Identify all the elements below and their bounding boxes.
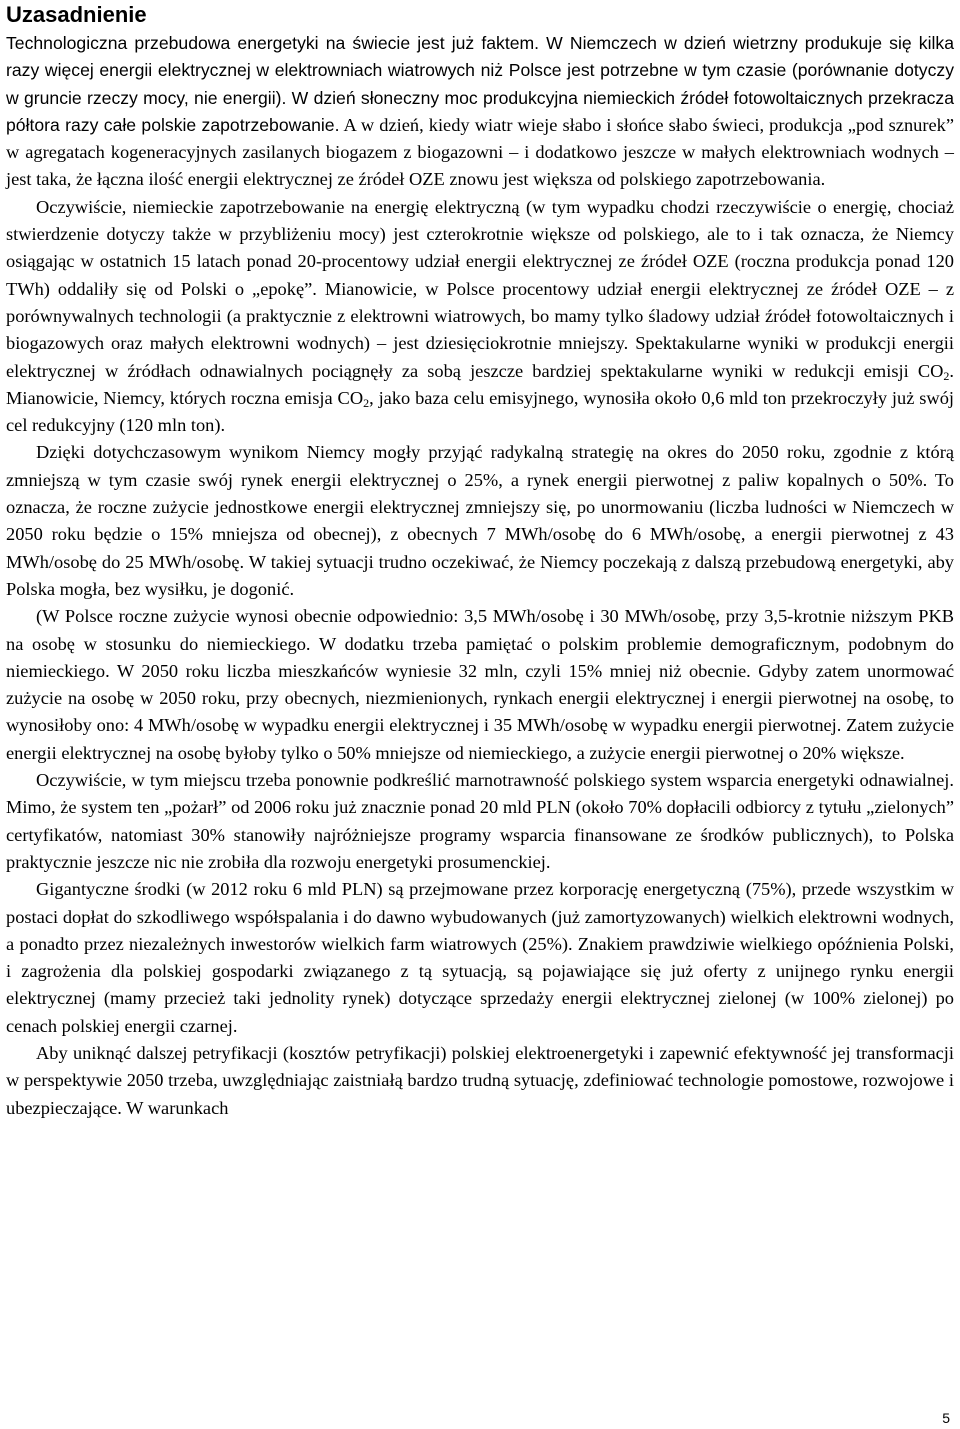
paragraph-1-part-b: A w dzień, kiedy wiatr wieje słabo i słońce słabo świeci, produkcja „pod sznurek” w agregatach kogeneracyjnych zasilanych biogazem z biogazowni – i dodatkowo jeszcze w małych elektrowniach wodnych – jest taka, że łączna ilość energii elektrycznej ze źródeł OZE znowu jest większa od polskiego zapotrzebowania.	[6, 114, 954, 190]
document-page	[6, 0, 954, 1122]
paragraph-7: Aby uniknąć dalszej petryfikacji (kosztów petryfikacji) polskiej elektroenergetyki i zapewnić efektywność jej transformacji w perspektywie 2050 trzeba, uwzględniając zaistniałą bardzo trudną sytuację, zdefiniować technologie pomostowe, rozwojowe i ubezpieczające. W warunkach	[6, 1042, 954, 1118]
paragraph-2-part-a: Oczywiście, niemieckie zapotrzebowanie na energię elektryczną (w tym wypadku chodzi rzeczywiście o energię, chociaż stwierdzenie dotyczy także w przybliżeniu mocy) jest czterokrotnie większe od polskiego, ale to i tak oznacza, że Niemcy osiągając w ostatnich 15 latach ponad 20-procentowy udział energii elektrycznej ze źródeł OZE (roczna produkcja ponad 120 TWh) oddaliły się od Polski o „epokę”. Mianowicie, w Polsce procentowy udział energii elektrycznej ze źródeł OZE – z porównywalnych technologii (a praktycznie z elektrowni wiatrowych, bo mamy tylko śladowy udział źródeł fotowoltaicznych i biogazowych oraz małych elektrowni wodnych) – jest dziesięciokrotnie mniejszy. Spektakularne wyniki w produkcji energii elektrycznej w źródłach odnawialnych pociągnęły za sobą jeszcze bardziej spektakularne wyniki w redukcji emisji CO	[6, 196, 954, 381]
paragraph-2-part-b: . Mianowicie, Niemcy, których roczna emisja CO	[6, 360, 954, 408]
paragraph-2	[6, 194, 954, 440]
paragraph-2-part-c: , jako baza celu emisyjnego, wynosiła około 0,6 mld ton przekroczyły już swój cel redukcyjny (120 mln ton).	[6, 387, 954, 436]
paragraph-6: Gigantyczne środki (w 2012 roku 6 mld PLN) są przejmowane przez korporację energetyczną (75%), przede wszystkim w postaci dopłat do szkodliwego współspalania i do dawno wybudowanych (już zamortyzowanych) wielkich elektrowni wodnych, a ponadto przez niezależnych inwestorów wielkich farm wiatrowych (25%). Znakiem prawdziwie wielkiego opóźnienia Polski, i zagrożenia dla polskiej gospodarki związanego z tą sytuacją, są pojawiające się już oferty z unijnego rynku energii elektrycznej (mamy przecież taki jednolity rynek) dotyczące sprzedaży energii elektrycznej zielonej (w 100% zielonej) po cenach polskiej energii czarnej.	[6, 879, 954, 1036]
paragraph-1-part-a: Technologiczna przebudowa energetyki na świecie jest już faktem. W Niemczech w dzień wietrzny produkuje się kilka razy więcej energii elektrycznej w elektrowniach wiatrowych niż Polsce jest potrzebne w tym czasie (porównanie dotyczy w gruncie rzeczy mocy, nie energii). W dzień słoneczny moc produkcyjna niemieckich źródeł fotowoltaicznych przekracza półtora razy całe polskie zapotrzebowanie.	[6, 33, 954, 135]
paragraph-1	[6, 30, 954, 194]
co2-subscript: 2	[943, 368, 950, 383]
page-number: 5	[942, 1410, 950, 1426]
section-heading: Uzasadnienie	[6, 2, 147, 27]
paragraph-5: Oczywiście, w tym miejscu trzeba ponownie podkreślić marnotrawność polskiego system wsparcia energetyki odnawialnej. Mimo, że system ten „pożarł” od 2006 roku już znacznie ponad 20 mld PLN (około 70% dopłacili odbiorcy z tytułu „zielonych” certyfikatów, natomiast 30% stanowiły najróżniejsze programy wsparcia finansowane ze środków publicznych), to Polska praktycznie jeszcze nic nie zrobiła dla rozwoju energetyki prosumenckiej.	[6, 770, 954, 872]
paragraph-4: (W Polsce roczne zużycie wynosi obecnie odpowiednio: 3,5 MWh/osobę i 30 MWh/osobę, przy 3,5-krotnie niższym PKB na osobę w stosunku do niemieckiego. W dodatku trzeba pamiętać o polskim problemie demograficznym, podobnym do niemieckiego. W 2050 roku liczba mieszkańców wyniesie 32 mln, czyli 15% mniej niż obecnie. Gdyby zatem unormować zużycie na osobę w 2050 roku, przy obecnych, niezmienionych, rynkach energii elektrycznej i energii pierwotnej na osobę, to wynosiłoby ono: 4 MWh/osobę w wypadku energii elektrycznej i 35 MWh/osobę w wypadku energii pierwotnej. Zatem zużycie energii elektrycznej na osobę byłoby tylko o 50% mniejsze od niemieckiego, a zużycie energii pierwotnej o 20% większe.	[6, 606, 954, 763]
paragraph-3: Dzięki dotychczasowym wynikom Niemcy mogły przyjąć radykalną strategię na okres do 2050 roku, zgodnie z którą zmniejszą w tym czasie swój rynek energii elektrycznej o 25%, a rynek energii pierwotnej z paliw kopalnych o 50%. To oznacza, że roczne zużycie jednostkowe energii elektrycznej zmniejszy się, po unormowaniu (liczba ludności w Niemczech w 2050 roku będzie o 15% mniejsza od obecnej), z obecnych 7 MWh/osobę do 6 MWh/osobę, a energii pierwotnej z 43 MWh/osobę do 25 MWh/osobę. W takiej sytuacji trudno oczekiwać, że Niemcy poczekają z dalszą przebudową energetyki, aby Polska mogła, bez wysiłku, je dogonić.	[6, 442, 954, 599]
co2-subscript: 2	[363, 395, 370, 410]
